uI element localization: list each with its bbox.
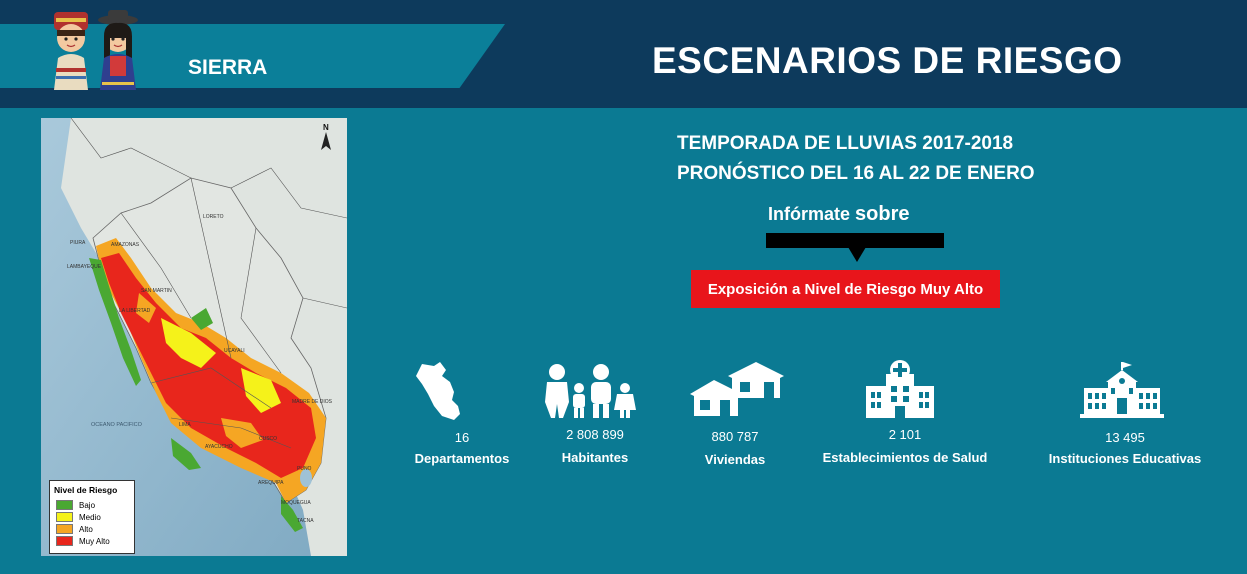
- map-label-amazonas: AMAZONAS: [111, 242, 140, 248]
- legend-title: Nivel de Riesgo: [54, 485, 118, 495]
- map-label-ucayali: UCAYALI: [224, 348, 245, 354]
- map-label-madre-de-dios: MADRE DE DIOS: [292, 399, 333, 405]
- legend-swatch: [56, 512, 73, 522]
- info-suffix: sobre: [855, 203, 910, 225]
- callout-pointer: [848, 247, 866, 262]
- season-title: TEMPORADA DE LLUVIAS 2017-2018: [677, 133, 1014, 154]
- legend-label: Alto: [79, 524, 93, 534]
- stat-habitantes: [530, 427, 660, 465]
- stat-label: Habitantes: [561, 450, 629, 465]
- info-heading: [768, 203, 910, 226]
- map-legend: [49, 480, 135, 554]
- stat-label: Instituciones Educativas: [1048, 451, 1202, 466]
- map-label-cusco: CUSCO: [259, 436, 278, 442]
- info-prefix: Infórmate: [768, 204, 851, 224]
- legend-item-alto: [56, 524, 93, 534]
- map-label-san-martin: SAN MARTIN: [141, 288, 172, 294]
- map-label-tacna: TACNA: [297, 518, 314, 524]
- legend-item-muy-alto: [56, 536, 110, 546]
- callout-bar: [766, 233, 944, 248]
- legend-item-medio: [56, 512, 101, 522]
- map-label-ayacucho: AYACUCHO: [205, 444, 233, 450]
- map-north-label: N: [323, 123, 329, 132]
- school-icon: [1080, 362, 1164, 418]
- map-label-ocean: OCEANO PACIFICO: [91, 422, 142, 428]
- header-banner: [0, 0, 1247, 108]
- map-label-lima: LIMA: [179, 422, 191, 428]
- legend-swatch: [56, 536, 73, 546]
- page-title: ESCENARIOS DE RIESGO: [652, 40, 1123, 81]
- region-label: SIERRA: [188, 56, 268, 79]
- legend-label: Muy Alto: [79, 536, 110, 546]
- legend-label: Medio: [79, 512, 101, 522]
- stat-value: 2 808 899: [566, 427, 624, 442]
- stat-value: 13 495: [1105, 430, 1145, 445]
- stat-departamentos: [400, 430, 524, 466]
- stat-value: 2 101: [888, 427, 922, 442]
- stat-instituciones: [1035, 430, 1215, 466]
- peru-map-icon: [414, 362, 464, 420]
- risk-map: [41, 118, 347, 556]
- stat-viviendas: [670, 429, 800, 467]
- legend-swatch: [56, 524, 73, 534]
- map-label-arequipa: AREQUIPA: [258, 480, 284, 486]
- legend-swatch: [56, 500, 73, 510]
- stat-establecimientos: [808, 427, 1002, 465]
- family-icon: [543, 362, 639, 418]
- legend-item-bajo: [56, 500, 95, 510]
- stat-value: 16: [454, 430, 470, 445]
- map-label-piura: PIURA: [70, 240, 86, 246]
- stat-label: Viviendas: [704, 452, 766, 467]
- map-label-loreto: LORETO: [203, 214, 224, 220]
- risk-exposure-button[interactable]: Exposición a Nivel de Riesgo Muy Alto: [691, 270, 1000, 308]
- forecast-title: PRONÓSTICO DEL 16 AL 22 DE ENERO: [677, 163, 1035, 184]
- stat-label: Departamentos: [414, 451, 510, 466]
- stat-value: 880 787: [711, 429, 759, 444]
- stat-label: Establecimientos de Salud: [822, 450, 988, 465]
- hospital-icon: [864, 360, 936, 418]
- map-label-puno: PUNO: [297, 466, 312, 472]
- map-label-moquegua: MOQUEGUA: [281, 500, 311, 506]
- map-label-la-libertad: LA LIBERTAD: [119, 308, 151, 314]
- legend-label: Bajo: [79, 500, 96, 510]
- mascots-illustration: [48, 6, 144, 90]
- map-label-lambayeque: LAMBAYEQUE: [67, 264, 102, 270]
- houses-icon: [690, 362, 784, 416]
